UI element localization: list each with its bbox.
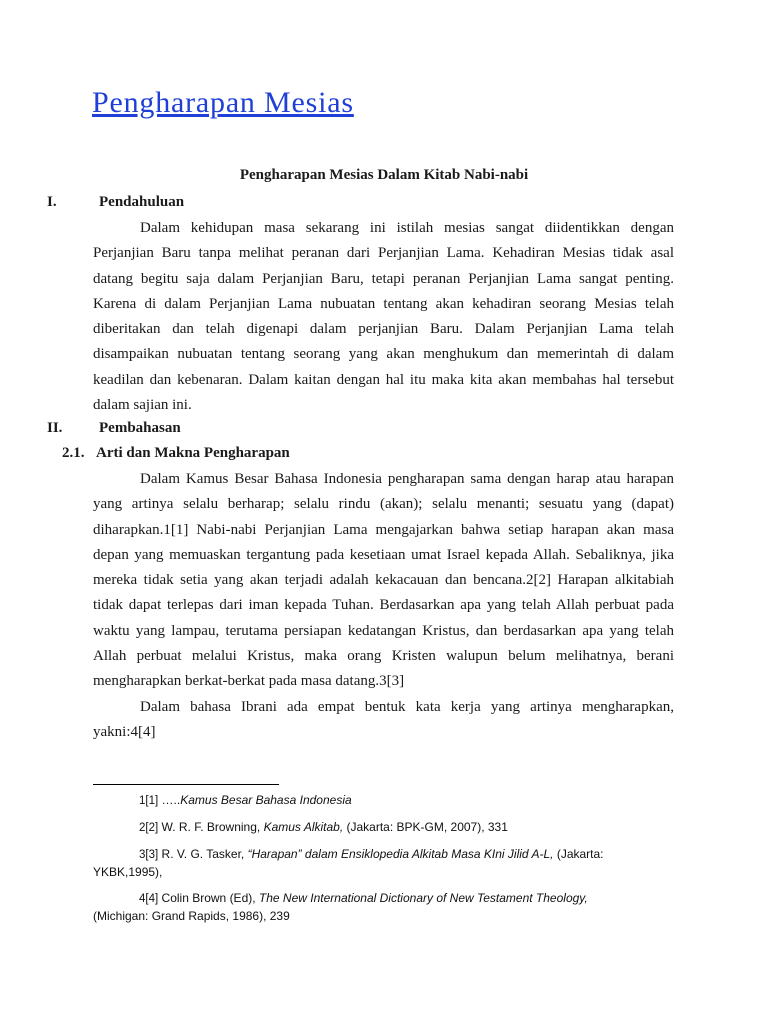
footnote-ref-link[interactable]: [1] [145, 795, 159, 807]
footnote-ref-link[interactable]: [3] [145, 849, 159, 861]
paragraph-line: diberitakan dan telah digenapi dalam perjanjian Baru. Dalam Perjanjian Lama telah [93, 321, 674, 338]
section-1-paragraph [93, 216, 674, 418]
section-2-heading: Pembahasan [99, 420, 181, 436]
paragraph-line: diharapkan.1[1] Nabi-nabi Perjanjian Lama mengajarkan bahwa setiap harapan akan masa [93, 521, 674, 538]
footnote-3 [139, 844, 604, 865]
footnote-text: W. R. F. Browning, [158, 820, 264, 834]
paragraph-line: waktu yang lampau, terutama persiapan kedatangan Kristus, dan berdasarkan apa yang telah [93, 622, 674, 639]
paragraph-line: datang begitu saja dalam Perjanjian Baru, tetapi peranan Perjanjian Lama sangat penting. [93, 270, 674, 287]
footnote-title: “Harapan” dalam Ensiklopedia Alkitab Masa KIni Jilid A-L, [247, 847, 554, 861]
section-2-number: II. [47, 420, 63, 436]
main-title: Pengharapan Mesias Dalam Kitab Nabi-nabi [239, 167, 529, 183]
paragraph-line: yakni:4[4] [93, 724, 156, 741]
section-2-paragraph-1 [93, 467, 674, 695]
footnote-title: The New International Dictionary of New Testament Theology, [258, 891, 588, 905]
footnote-text: (Jakarta: [553, 847, 604, 861]
footnote-1 [139, 790, 352, 811]
section-2-paragraph-2 [93, 695, 674, 746]
footnote-text: ….. [158, 793, 181, 807]
paragraph-line: Perjanjian Baru tanpa melihat peranan dari Perjanjian Lama. Kehadiran Mesias tidak asal [93, 245, 674, 262]
footnote-marker: 3 [139, 849, 146, 861]
paragraph-line: yang artinya selalu berharap; selalu rindu (akan); selalu menanti; sesuatu yang (dapat) [93, 496, 674, 513]
paragraph-line: mereka tidak setia yang akan terjadi adalah kekacauan dan bencana.2[2] Harapan alkitabiah [93, 572, 674, 589]
footnote-marker: 2 [139, 822, 146, 834]
paragraph-line: depan yang memuaskan tergantung pada kesetiaan umat Israel kepada Allah. Sebaliknya, jika [93, 546, 674, 563]
footnote-title: Kamus Alkitab, [263, 820, 344, 834]
footnote-marker: 1 [139, 795, 146, 807]
paragraph-line: Dalam bahasa Ibrani ada empat bentuk kata kerja yang artinya mengharapkan, [140, 699, 674, 715]
footnote-2 [139, 817, 508, 838]
section-1-number: I. [47, 194, 57, 210]
footnote-text: (Jakarta: BPK-GM, 2007), 331 [343, 820, 508, 834]
footnote-4-continuation: (Michigan: Grand Rapids, 1986), 239 [93, 909, 290, 923]
paragraph-line: tidak dapat terlepas dari iman kepada Tuhan. Berdasarkan apa yang telah Allah perbuat pada [93, 597, 674, 614]
paragraph-line: keadilan dan kebenaran. Dalam kaitan dengan hal itu maka kita akan membahas hal tersebut [93, 371, 674, 388]
paragraph-line: mengharapkan berkat-berkat pada masa datang.3[3] [93, 673, 405, 690]
paragraph-line: Dalam kehidupan masa sekarang ini istilah mesias sangat diidentikkan dengan [140, 220, 674, 236]
paragraph-line: Dalam Kamus Besar Bahasa Indonesia pengharapan sama dengan harap atau harapan [140, 471, 674, 487]
document-title-link[interactable]: Pengharapan Mesias [92, 86, 354, 119]
subsection-2-1-heading: Arti dan Makna Pengharapan [96, 445, 290, 461]
footnote-separator [93, 784, 279, 785]
footnote-title: Kamus Besar Bahasa Indonesia [180, 793, 352, 807]
footnote-3-continuation: YKBK,1995), [93, 865, 163, 879]
paragraph-line: disampaikan nubuatan tentang seorang yang akan menghukum dan memerintah di dalam [93, 346, 674, 363]
footnote-marker: 4 [139, 893, 146, 905]
footnote-ref-link[interactable]: [2] [145, 822, 159, 834]
paragraph-line: dalam sajian ini. [93, 397, 192, 414]
subsection-2-1-number: 2.1. [62, 445, 85, 461]
footnote-ref-link[interactable]: [4] [145, 893, 159, 905]
section-1-heading: Pendahuluan [99, 194, 185, 210]
paragraph-line: Karena di dalam Perjanjian Lama nubuatan tentang akan kehadiran seorang Mesias telah [93, 295, 674, 312]
paragraph-line: Allah perbuat melalui Kristus, maka orang Kristen walupun belum melihatnya, berani [93, 648, 674, 665]
footnote-text: R. V. G. Tasker, [158, 847, 248, 861]
footnote-text: Colin Brown (Ed), [158, 891, 259, 905]
